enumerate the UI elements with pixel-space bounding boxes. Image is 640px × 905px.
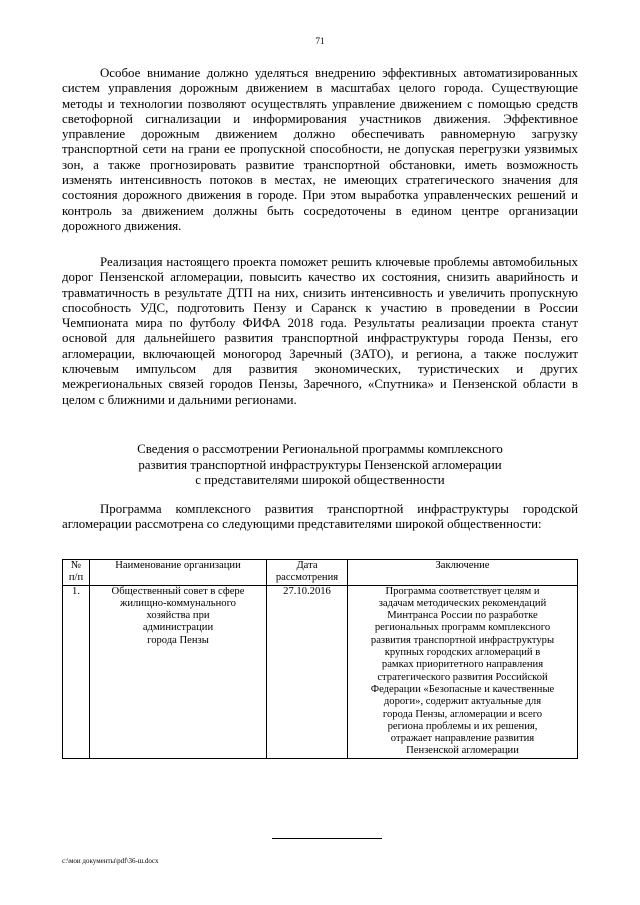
conclusion-line: города Пензы, агломерации и всего [382, 708, 543, 720]
conclusion-line: региональных программ комплексного [374, 622, 551, 634]
review-table [62, 559, 578, 759]
paragraph-program-review: Программа комплексного развития транспортной инфраструктуры городской агломерации рассмотрена со следующими представителями широкой общественности: [62, 502, 578, 532]
conclusion-line: дороги», содержит актуальные для [383, 696, 542, 708]
conclusion-line: крупных городских агломераций в [384, 647, 541, 659]
conclusion-line: Пензенской агломерации [406, 745, 519, 757]
conclusion-line: развития транспортной инфраструктуры [370, 634, 555, 646]
heading-line-1: Сведения о рассмотрении Региональной программы комплексного [137, 442, 503, 456]
row-organization [90, 585, 267, 758]
org-line: хозяйства при [146, 610, 210, 622]
conclusion-line: Минтранса России по разработке [387, 610, 538, 622]
page-number: 71 [315, 36, 325, 46]
conclusion-line: Программа соответствует целям и [385, 585, 540, 597]
conclusion-line: отражает направление развития [390, 733, 535, 745]
header-number [63, 560, 90, 586]
header-date-line1: Дата [296, 560, 318, 571]
footer-file-path: c:\мои документы\pdf\36-ш.docx [62, 857, 159, 865]
conclusion-line: Федерации «Безопасные и качественные [370, 683, 555, 695]
org-line: жилищно-коммунального [120, 597, 236, 609]
conclusion-line: задачам методических рекомендаций [378, 597, 547, 609]
header-number-line1: № [70, 560, 82, 571]
header-organization: Наименование организации [90, 560, 267, 586]
table-row [63, 585, 578, 758]
org-line: Общественный совет в сфере [111, 585, 245, 597]
row-date: 27.10.2016 [267, 585, 348, 758]
paragraph-traffic-management: Особое внимание должно уделяться внедрению эффективных автоматизированных систем управления дорожным движением в масштабах целого города. Существующие методы и технологии позволяют осуществлять управление движением с помощью средств светофорной сигнализации и информирования участников движения. Эффективное управление дорожным движением должно обеспечивать равномерную загрузку транспортной сети на грани ее пропускной способности, не допуская перегрузки уязвимых зон, а также прогнозировать развитие транспортной обстановки, иметь возможность изменять интенсивность потоков в местах, не имеющих стратегического значения для состояния дорожного движения в городе. При этом выработка управленческих решений и контроль за движением должны быть сосредоточены в едином центре организации дорожного движения. [62, 66, 578, 233]
section-heading [62, 442, 578, 489]
org-line: администрации [142, 622, 214, 634]
separator-line [272, 838, 382, 839]
table-header-row [63, 560, 578, 586]
row-conclusion [348, 585, 578, 758]
heading-line-3: с представителями широкой общественности [195, 473, 445, 488]
paragraph-project-implementation: Реализация настоящего проекта поможет решить ключевые проблемы автомобильных дорог Пензенской агломерации, повысить качество их состояния, снизить аварийность и травматичность в результате ДТП на них, снизить интенсивность и увеличить пропускную способность УДС, подготовить Пензу и Саранск к участию в проведении в России Чемпионата мира по футболу ФИФА 2018 года. Результаты реализации проекта станут основой для дальнейшего развития транспортной инфраструктуры города Пензы, его агломерации, включающей моногород Заречный (ЗАТО), и региона, а также послужит ключевым импульсом для развития экономических, туристических и других межрегиональных связей городов Пензы, Заречного, «Спутника» и Пензенской области в целом с ближними и дальними регионами. [62, 255, 578, 407]
header-conclusion: Заключение [348, 560, 578, 586]
header-date [267, 560, 348, 586]
heading-line-2: развития транспортной инфраструктуры Пензенской агломерации [138, 457, 502, 472]
org-line: города Пензы [147, 634, 209, 646]
conclusion-line: стратегического развития Российской [377, 671, 548, 683]
conclusion-line: региона проблемы и их решения, [387, 720, 538, 732]
header-number-line2: п/п [68, 572, 84, 584]
row-number: 1. [63, 585, 90, 758]
header-date-line2: рассмотрения [275, 572, 339, 584]
conclusion-line: рамках приоритетного направления [381, 659, 544, 671]
